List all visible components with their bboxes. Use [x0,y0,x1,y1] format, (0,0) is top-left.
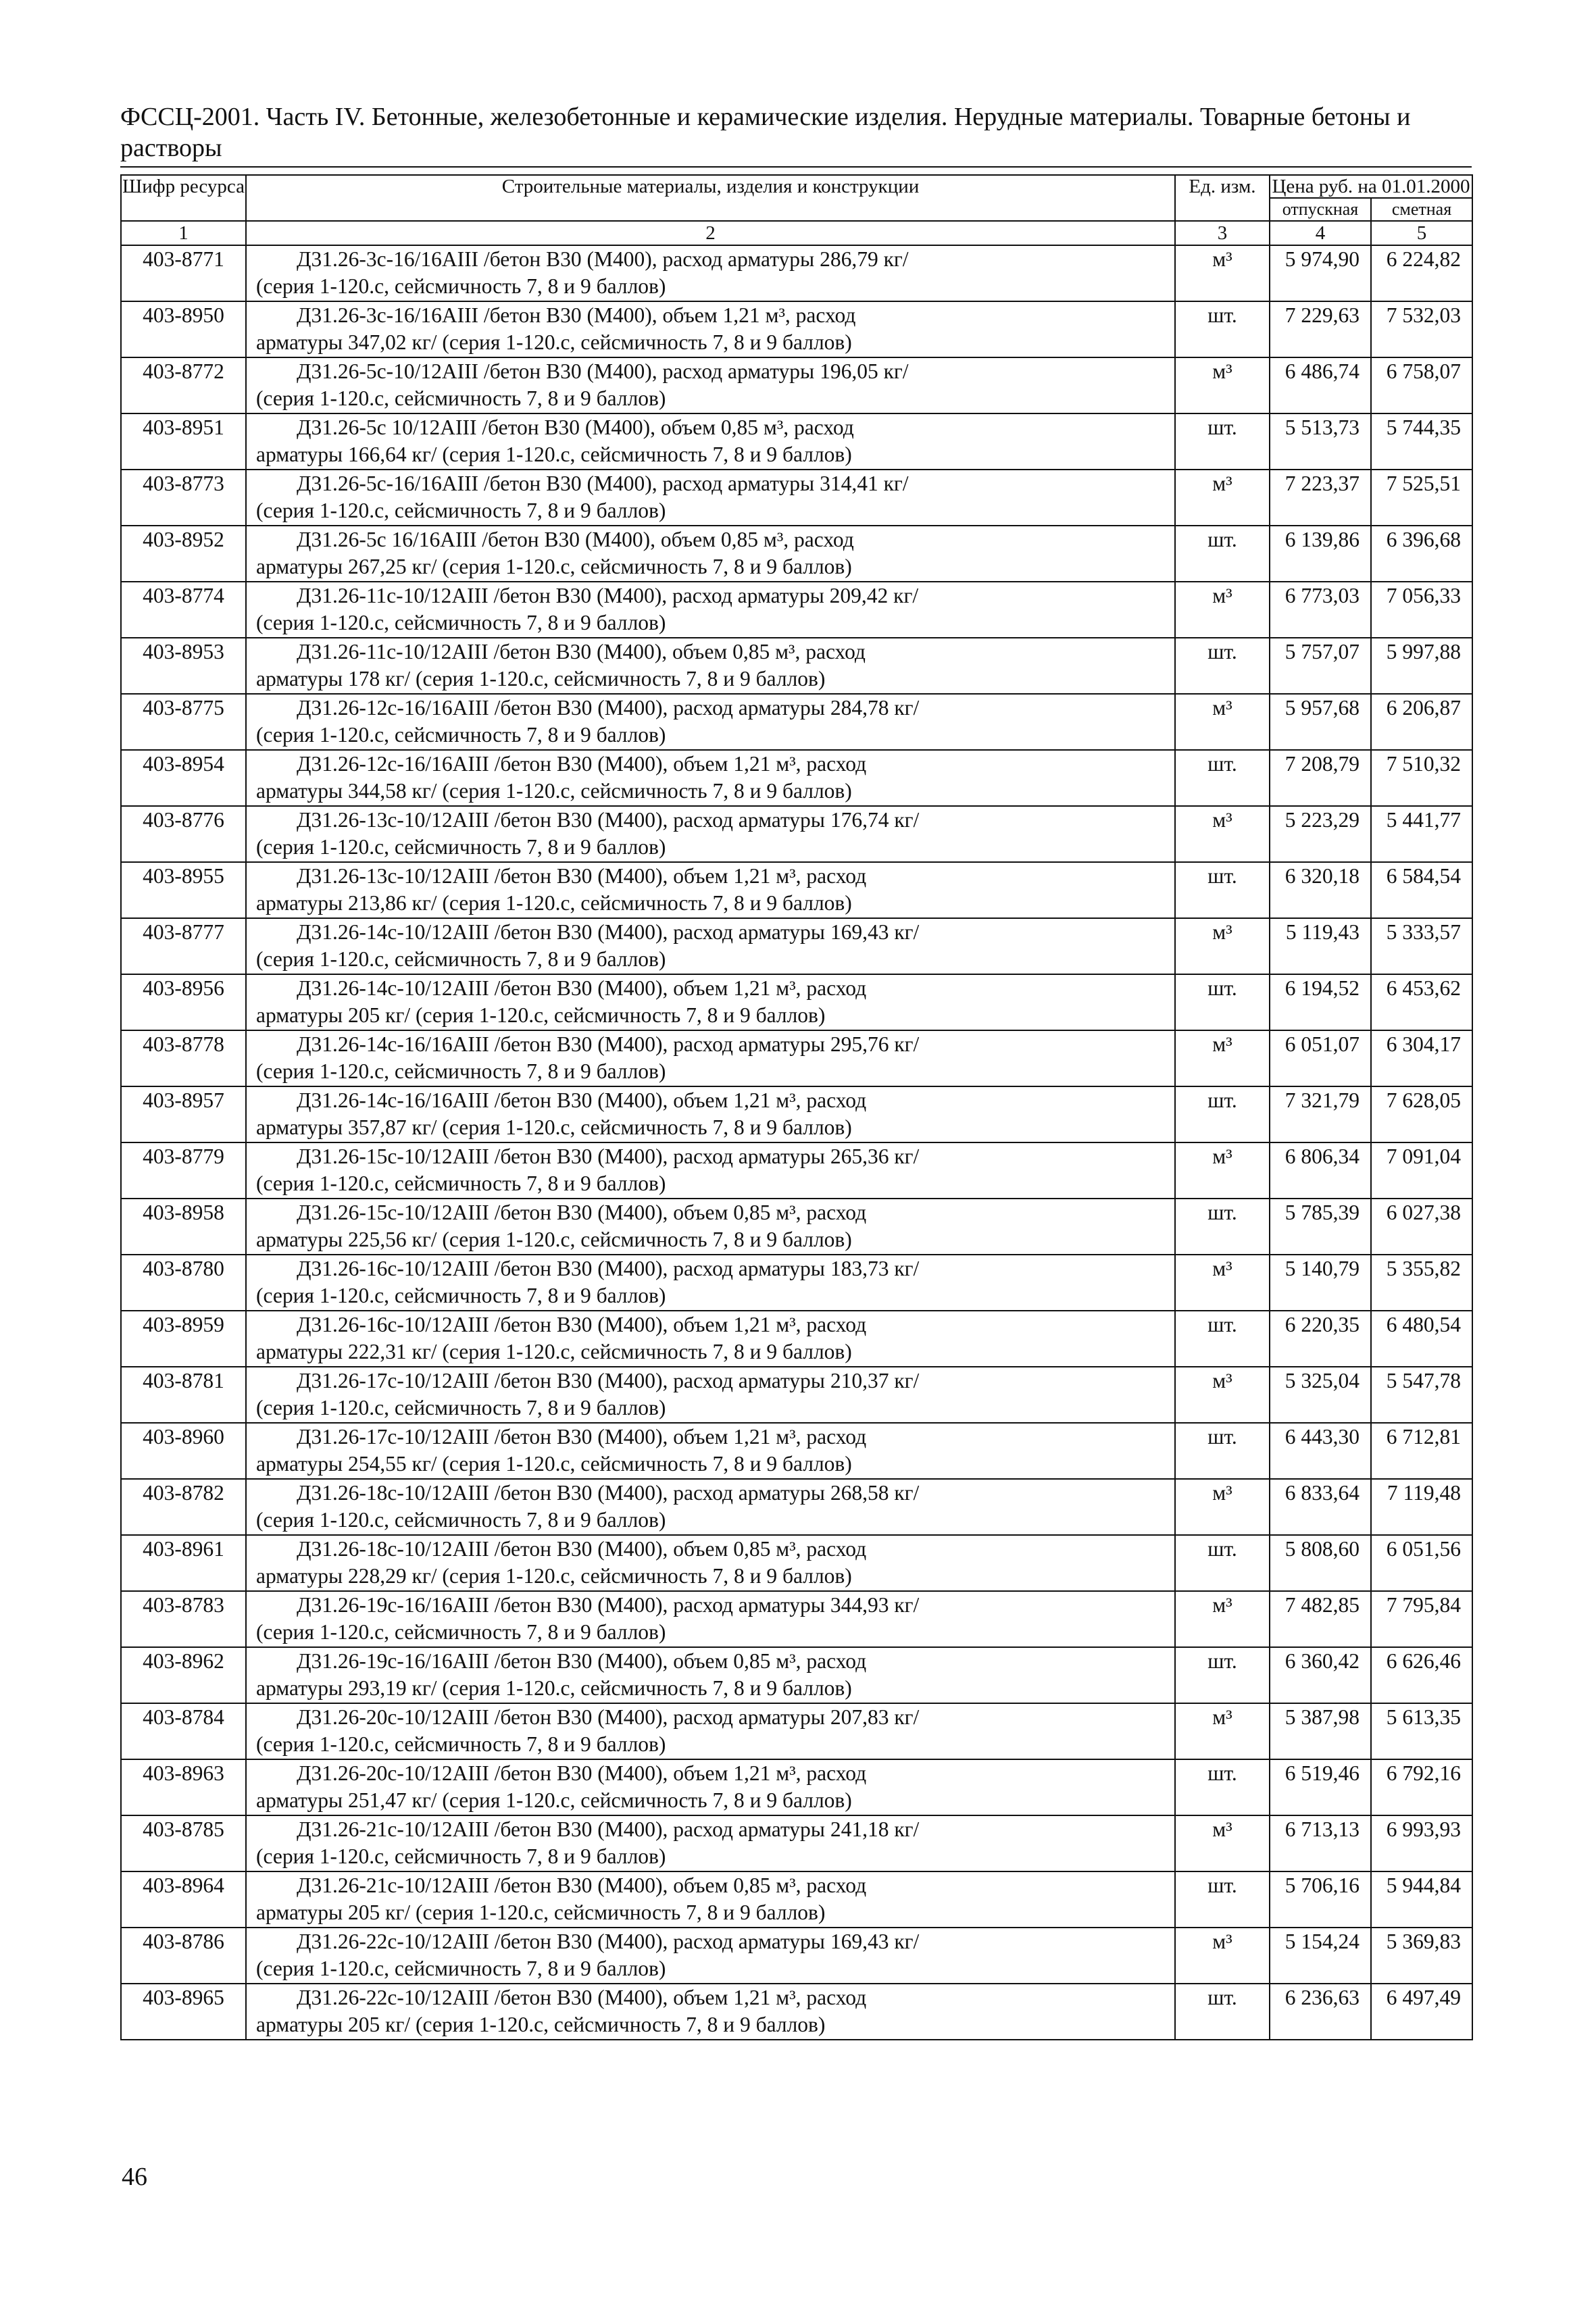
release-price-cell: 5 974,90 [1270,245,1371,301]
unit-cell: шт. [1175,1647,1270,1703]
description-line: (серия 1-120.с, сейсмичность 7, 8 и 9 баллов) [256,1396,666,1419]
description-line: Д31.26-3с-16/16АIII /бетон В30 (М400), расход арматуры 286,79 кг/ [297,247,909,271]
unit-cell: шт. [1175,301,1270,357]
material-description [246,1984,1175,2040]
estimate-price-cell: 5 944,84 [1371,1871,1472,1928]
price-table [120,174,1473,2040]
release-price-cell: 6 236,63 [1270,1984,1371,2040]
unit-cell: шт. [1175,974,1270,1030]
estimate-price-cell: 5 369,83 [1371,1928,1472,1984]
resource-code: 403-8780 [121,1255,246,1311]
description-line: (серия 1-120.с, сейсмичность 7, 8 и 9 баллов) [256,1172,666,1195]
material-description [246,1199,1175,1255]
release-price-cell: 6 806,34 [1270,1142,1371,1199]
material-description [246,862,1175,918]
table-row [121,357,1472,413]
estimate-price-cell: 6 712,81 [1371,1423,1472,1479]
release-price-cell: 7 223,37 [1270,470,1371,526]
title-rule [120,166,1472,168]
description-line: арматуры 205 кг/ (серия 1-120.с, сейсмичность 7, 8 и 9 баллов) [256,1003,826,1027]
release-price-cell: 6 713,13 [1270,1815,1371,1871]
estimate-price-cell: 6 480,54 [1371,1311,1472,1367]
description-line: (серия 1-120.с, сейсмичность 7, 8 и 9 баллов) [256,274,666,298]
description-line: Д31.26-11с-10/12АIII /бетон В30 (М400), объем 0,85 м³, расход [297,640,866,663]
material-description [246,1591,1175,1647]
material-description [246,1311,1175,1367]
estimate-price-cell: 5 441,77 [1371,806,1472,862]
resource-code: 403-8783 [121,1591,246,1647]
description-line: арматуры 293,19 кг/ (серия 1-120.с, сейсмичность 7, 8 и 9 баллов) [256,1676,852,1700]
release-price-cell: 5 785,39 [1270,1199,1371,1255]
column-number: 1 [121,221,246,245]
estimate-price-cell: 6 027,38 [1371,1199,1472,1255]
estimate-price-cell: 7 056,33 [1371,582,1472,638]
resource-code: 403-8957 [121,1086,246,1142]
material-description [246,582,1175,638]
header-description: Строительные материалы, изделия и конструкции [246,175,1175,221]
unit-cell: шт. [1175,862,1270,918]
table-row [121,301,1472,357]
material-description [246,638,1175,694]
estimate-price-cell: 7 532,03 [1371,301,1472,357]
material-description [246,974,1175,1030]
table-row [121,1311,1472,1367]
description-line: Д31.26-5с-16/16АIII /бетон В30 (М400), расход арматуры 314,41 кг/ [297,472,909,495]
material-description [246,1255,1175,1311]
table-row [121,750,1472,806]
estimate-price-cell: 5 997,88 [1371,638,1472,694]
description-line: Д31.26-5с 10/12АIII /бетон В30 (М400), объем 0,85 м³, расход [297,416,854,439]
unit-cell: м³ [1175,1142,1270,1199]
description-line: Д31.26-19с-16/16АIII /бетон В30 (М400), расход арматуры 344,93 кг/ [297,1593,920,1617]
description-line: арматуры 344,58 кг/ (серия 1-120.с, сейсмичность 7, 8 и 9 баллов) [256,779,852,803]
page-number: 46 [122,2163,147,2191]
table-row [121,1367,1472,1423]
material-description [246,694,1175,750]
estimate-price-cell: 7 525,51 [1371,470,1472,526]
description-line: Д31.26-20с-10/12АIII /бетон В30 (М400), расход арматуры 207,83 кг/ [297,1705,920,1729]
estimate-price-cell: 6 206,87 [1371,694,1472,750]
unit-cell: шт. [1175,1535,1270,1591]
material-description [246,1030,1175,1086]
description-line: (серия 1-120.с, сейсмичность 7, 8 и 9 баллов) [256,611,666,634]
description-line: арматуры 205 кг/ (серия 1-120.с, сейсмичность 7, 8 и 9 баллов) [256,2013,826,2036]
resource-code: 403-8954 [121,750,246,806]
table-row [121,1086,1472,1142]
description-line: Д31.26-17с-10/12АIII /бетон В30 (М400), расход арматуры 210,37 кг/ [297,1369,920,1392]
description-line: Д31.26-13с-10/12АIII /бетон В30 (М400), расход арматуры 176,74 кг/ [297,808,920,832]
unit-cell: шт. [1175,1423,1270,1479]
resource-code: 403-8782 [121,1479,246,1535]
release-price-cell: 5 325,04 [1270,1367,1371,1423]
estimate-price-cell: 6 051,56 [1371,1535,1472,1591]
unit-cell: м³ [1175,470,1270,526]
resource-code: 403-8779 [121,1142,246,1199]
unit-cell: м³ [1175,1367,1270,1423]
estimate-price-cell: 5 613,35 [1371,1703,1472,1759]
release-price-cell: 5 119,43 [1270,918,1371,974]
resource-code: 403-8951 [121,413,246,470]
release-price-cell: 6 320,18 [1270,862,1371,918]
estimate-price-cell: 6 584,54 [1371,862,1472,918]
description-line: арматуры 357,87 кг/ (серия 1-120.с, сейсмичность 7, 8 и 9 баллов) [256,1115,852,1139]
release-price-cell: 5 513,73 [1270,413,1371,470]
unit-cell: м³ [1175,357,1270,413]
material-description [246,918,1175,974]
table-row [121,1030,1472,1086]
material-description [246,301,1175,357]
description-line: арматуры 213,86 кг/ (серия 1-120.с, сейсмичность 7, 8 и 9 баллов) [256,891,852,915]
estimate-price-cell: 5 744,35 [1371,413,1472,470]
description-line: (серия 1-120.с, сейсмичность 7, 8 и 9 баллов) [256,1059,666,1083]
material-description [246,1535,1175,1591]
release-price-cell: 5 223,29 [1270,806,1371,862]
release-price-cell: 5 154,24 [1270,1928,1371,1984]
header-price: Цена руб. на 01.01.2000 [1270,175,1472,198]
estimate-price-cell: 7 091,04 [1371,1142,1472,1199]
resource-code: 403-8959 [121,1311,246,1367]
unit-cell: м³ [1175,1591,1270,1647]
release-price-cell: 6 833,64 [1270,1479,1371,1535]
release-price-cell: 7 482,85 [1270,1591,1371,1647]
description-line: арматуры 347,02 кг/ (серия 1-120.с, сейсмичность 7, 8 и 9 баллов) [256,330,852,354]
estimate-price-cell: 6 304,17 [1371,1030,1472,1086]
unit-cell: м³ [1175,1703,1270,1759]
header-code: Шифр ресурса [121,175,246,221]
description-line: арматуры 222,31 кг/ (серия 1-120.с, сейсмичность 7, 8 и 9 баллов) [256,1340,852,1363]
resource-code: 403-8952 [121,526,246,582]
release-price-cell: 7 208,79 [1270,750,1371,806]
table-row [121,582,1472,638]
resource-code: 403-8778 [121,1030,246,1086]
material-description [246,1367,1175,1423]
description-line: Д31.26-11с-10/12АIII /бетон В30 (М400), расход арматуры 209,42 кг/ [297,584,919,607]
resource-code: 403-8962 [121,1647,246,1703]
material-description [246,1086,1175,1142]
estimate-price-cell: 6 993,93 [1371,1815,1472,1871]
material-description [246,1871,1175,1928]
material-description [246,526,1175,582]
resource-code: 403-8777 [121,918,246,974]
material-description [246,1815,1175,1871]
description-line: Д31.26-18с-10/12АIII /бетон В30 (М400), расход арматуры 268,58 кг/ [297,1481,920,1505]
table-row [121,413,1472,470]
table-row [121,1199,1472,1255]
unit-cell: м³ [1175,1030,1270,1086]
estimate-price-cell: 6 626,46 [1371,1647,1472,1703]
header-unit: Ед. изм. [1175,175,1270,221]
column-number: 5 [1371,221,1472,245]
resource-code: 403-8964 [121,1871,246,1928]
unit-cell: м³ [1175,1815,1270,1871]
material-description [246,470,1175,526]
description-line: Д31.26-15с-10/12АIII /бетон В30 (М400), расход арматуры 265,36 кг/ [297,1145,920,1168]
unit-cell: шт. [1175,1759,1270,1815]
estimate-price-cell: 5 355,82 [1371,1255,1472,1311]
unit-cell: шт. [1175,1984,1270,2040]
unit-cell: шт. [1175,638,1270,694]
resource-code: 403-8776 [121,806,246,862]
resource-code: 403-8961 [121,1535,246,1591]
resource-code: 403-8774 [121,582,246,638]
description-line: (серия 1-120.с, сейсмичность 7, 8 и 9 баллов) [256,1732,666,1756]
estimate-price-cell: 6 792,16 [1371,1759,1472,1815]
table-row [121,245,1472,301]
material-description [246,357,1175,413]
description-line: Д31.26-15с-10/12АIII /бетон В30 (М400), объем 0,85 м³, расход [297,1201,867,1224]
material-description [246,1647,1175,1703]
material-description [246,245,1175,301]
resource-code: 403-8781 [121,1367,246,1423]
description-line: арматуры 251,47 кг/ (серия 1-120.с, сейсмичность 7, 8 и 9 баллов) [256,1788,852,1812]
description-line: Д31.26-22с-10/12АIII /бетон В30 (М400), расход арматуры 169,43 кг/ [297,1930,920,1953]
resource-code: 403-8784 [121,1703,246,1759]
resource-code: 403-8956 [121,974,246,1030]
table-row [121,1479,1472,1535]
table-row [121,1984,1472,2040]
table-row [121,1871,1472,1928]
table-row [121,470,1472,526]
release-price-cell: 5 957,68 [1270,694,1371,750]
release-price-cell: 5 140,79 [1270,1255,1371,1311]
table-row [121,1759,1472,1815]
release-price-cell: 6 360,42 [1270,1647,1371,1703]
release-price-cell: 6 773,03 [1270,582,1371,638]
unit-cell: шт. [1175,526,1270,582]
table-row [121,1815,1472,1871]
release-price-cell: 5 757,07 [1270,638,1371,694]
unit-cell: м³ [1175,918,1270,974]
estimate-price-cell: 7 119,48 [1371,1479,1472,1535]
material-description [246,413,1175,470]
description-line: (серия 1-120.с, сейсмичность 7, 8 и 9 баллов) [256,723,666,747]
estimate-price-cell: 5 547,78 [1371,1367,1472,1423]
release-price-cell: 6 220,35 [1270,1311,1371,1367]
description-line: Д31.26-5с 16/16АIII /бетон В30 (М400), объем 0,85 м³, расход [297,528,854,551]
description-line: (серия 1-120.с, сейсмичность 7, 8 и 9 баллов) [256,1508,666,1532]
table-row [121,1535,1472,1591]
description-line: Д31.26-16с-10/12АIII /бетон В30 (М400), расход арматуры 183,73 кг/ [297,1257,920,1280]
description-line: (серия 1-120.с, сейсмичность 7, 8 и 9 баллов) [256,499,666,522]
table-row [121,1255,1472,1311]
description-line: (серия 1-120.с, сейсмичность 7, 8 и 9 баллов) [256,1844,666,1868]
description-line: (серия 1-120.с, сейсмичность 7, 8 и 9 баллов) [256,1284,666,1307]
unit-cell: шт. [1175,1199,1270,1255]
description-line: Д31.26-12с-16/16АIII /бетон В30 (М400), расход арматуры 284,78 кг/ [297,696,920,720]
resource-code: 403-8775 [121,694,246,750]
release-price-cell: 6 139,86 [1270,526,1371,582]
resource-code: 403-8963 [121,1759,246,1815]
page-title: ФССЦ-2001. Часть IV. Бетонные, железобетонные и керамические изделия. Нерудные материалы. Товарные бетоны и растворы [120,103,1411,162]
description-line: (серия 1-120.с, сейсмичность 7, 8 и 9 баллов) [256,947,666,971]
material-description [246,1703,1175,1759]
unit-cell: шт. [1175,750,1270,806]
table-row [121,526,1472,582]
description-line: Д31.26-21с-10/12АIII /бетон В30 (М400), объем 0,85 м³, расход [297,1873,867,1897]
material-description [246,1928,1175,1984]
table-row [121,974,1472,1030]
release-price-cell: 6 443,30 [1270,1423,1371,1479]
resource-code: 403-8786 [121,1928,246,1984]
estimate-price-cell: 7 510,32 [1371,750,1472,806]
material-description [246,1423,1175,1479]
table-row [121,1928,1472,1984]
description-line: Д31.26-5с-10/12АIII /бетон В30 (М400), расход арматуры 196,05 кг/ [297,359,909,383]
estimate-price-cell: 6 453,62 [1371,974,1472,1030]
resource-code: 403-8773 [121,470,246,526]
estimate-price-cell: 6 224,82 [1371,245,1472,301]
column-number: 4 [1270,221,1371,245]
description-line: Д31.26-21с-10/12АIII /бетон В30 (М400), расход арматуры 241,18 кг/ [297,1817,920,1841]
release-price-cell: 5 706,16 [1270,1871,1371,1928]
unit-cell: шт. [1175,1086,1270,1142]
unit-cell: м³ [1175,1928,1270,1984]
table-row [121,1142,1472,1199]
description-line: (серия 1-120.с, сейсмичность 7, 8 и 9 баллов) [256,1620,666,1644]
description-line: арматуры 205 кг/ (серия 1-120.с, сейсмичность 7, 8 и 9 баллов) [256,1901,826,1924]
release-price-cell: 7 321,79 [1270,1086,1371,1142]
estimate-price-cell: 7 795,84 [1371,1591,1472,1647]
resource-code: 403-8960 [121,1423,246,1479]
table-row [121,806,1472,862]
release-price-cell: 6 051,07 [1270,1030,1371,1086]
description-line: Д31.26-14с-10/12АIII /бетон В30 (М400), расход арматуры 169,43 кг/ [297,920,920,944]
header-estimate-price: сметная [1371,198,1472,221]
description-line: Д31.26-3с-16/16АIII /бетон В30 (М400), объем 1,21 м³, расход [297,303,856,327]
release-price-cell: 7 229,63 [1270,301,1371,357]
description-line: (серия 1-120.с, сейсмичность 7, 8 и 9 баллов) [256,386,666,410]
estimate-price-cell: 6 396,68 [1371,526,1472,582]
estimate-price-cell: 6 497,49 [1371,1984,1472,2040]
unit-cell: шт. [1175,413,1270,470]
resource-code: 403-8772 [121,357,246,413]
table-row [121,694,1472,750]
table-row [121,862,1472,918]
description-line: Д31.26-20с-10/12АIII /бетон В30 (М400), объем 1,21 м³, расход [297,1761,867,1785]
description-line: Д31.26-14с-10/12АIII /бетон В30 (М400), объем 1,21 м³, расход [297,976,867,1000]
description-line: арматуры 254,55 кг/ (серия 1-120.с, сейсмичность 7, 8 и 9 баллов) [256,1452,852,1476]
resource-code: 403-8955 [121,862,246,918]
description-line: арматуры 166,64 кг/ (серия 1-120.с, сейсмичность 7, 8 и 9 баллов) [256,443,852,466]
estimate-price-cell: 6 758,07 [1371,357,1472,413]
column-number: 2 [246,221,1175,245]
column-number-row [121,221,1472,245]
description-line: арматуры 225,56 кг/ (серия 1-120.с, сейсмичность 7, 8 и 9 баллов) [256,1228,852,1251]
unit-cell: м³ [1175,245,1270,301]
header-release-price: отпускная [1270,198,1371,221]
estimate-price-cell: 5 333,57 [1371,918,1472,974]
resource-code: 403-8958 [121,1199,246,1255]
description-line: арматуры 228,29 кг/ (серия 1-120.с, сейсмичность 7, 8 и 9 баллов) [256,1564,852,1588]
material-description [246,806,1175,862]
resource-code: 403-8953 [121,638,246,694]
table-row [121,1591,1472,1647]
material-description [246,1759,1175,1815]
description-line: Д31.26-18с-10/12АIII /бетон В30 (М400), объем 0,85 м³, расход [297,1537,867,1561]
description-line: (серия 1-120.с, сейсмичность 7, 8 и 9 баллов) [256,1957,666,1980]
column-number: 3 [1175,221,1270,245]
table-row [121,1423,1472,1479]
description-line: Д31.26-12с-16/16АIII /бетон В30 (М400), объем 1,21 м³, расход [297,752,867,776]
resource-code: 403-8950 [121,301,246,357]
unit-cell: м³ [1175,1255,1270,1311]
material-description [246,1142,1175,1199]
release-price-cell: 6 194,52 [1270,974,1371,1030]
description-line: Д31.26-14с-16/16АIII /бетон В30 (М400), объем 1,21 м³, расход [297,1088,867,1112]
material-description [246,1479,1175,1535]
table-row [121,918,1472,974]
table-row [121,638,1472,694]
unit-cell: шт. [1175,1871,1270,1928]
description-line: (серия 1-120.с, сейсмичность 7, 8 и 9 баллов) [256,835,666,859]
unit-cell: м³ [1175,694,1270,750]
resource-code: 403-8771 [121,245,246,301]
release-price-cell: 5 808,60 [1270,1535,1371,1591]
unit-cell: м³ [1175,806,1270,862]
description-line: Д31.26-22с-10/12АIII /бетон В30 (М400), объем 1,21 м³, расход [297,1986,867,2009]
description-line: Д31.26-19с-16/16АIII /бетон В30 (М400), объем 0,85 м³, расход [297,1649,867,1673]
description-line: арматуры 267,25 кг/ (серия 1-120.с, сейсмичность 7, 8 и 9 баллов) [256,555,852,578]
release-price-cell: 6 486,74 [1270,357,1371,413]
table-row [121,1703,1472,1759]
release-price-cell: 6 519,46 [1270,1759,1371,1815]
description-line: Д31.26-17с-10/12АIII /бетон В30 (М400), объем 1,21 м³, расход [297,1425,867,1449]
resource-code: 403-8965 [121,1984,246,2040]
description-line: Д31.26-16с-10/12АIII /бетон В30 (М400), объем 1,21 м³, расход [297,1313,867,1336]
unit-cell: шт. [1175,1311,1270,1367]
resource-code: 403-8785 [121,1815,246,1871]
material-description [246,750,1175,806]
unit-cell: м³ [1175,1479,1270,1535]
description-line: Д31.26-14с-16/16АIII /бетон В30 (М400), расход арматуры 295,76 кг/ [297,1032,920,1056]
description-line: арматуры 178 кг/ (серия 1-120.с, сейсмичность 7, 8 и 9 баллов) [256,667,826,690]
header-row [121,175,1472,198]
release-price-cell: 5 387,98 [1270,1703,1371,1759]
description-line: Д31.26-13с-10/12АIII /бетон В30 (М400), объем 1,21 м³, расход [297,864,867,888]
estimate-price-cell: 7 628,05 [1371,1086,1472,1142]
unit-cell: м³ [1175,582,1270,638]
table-row [121,1647,1472,1703]
